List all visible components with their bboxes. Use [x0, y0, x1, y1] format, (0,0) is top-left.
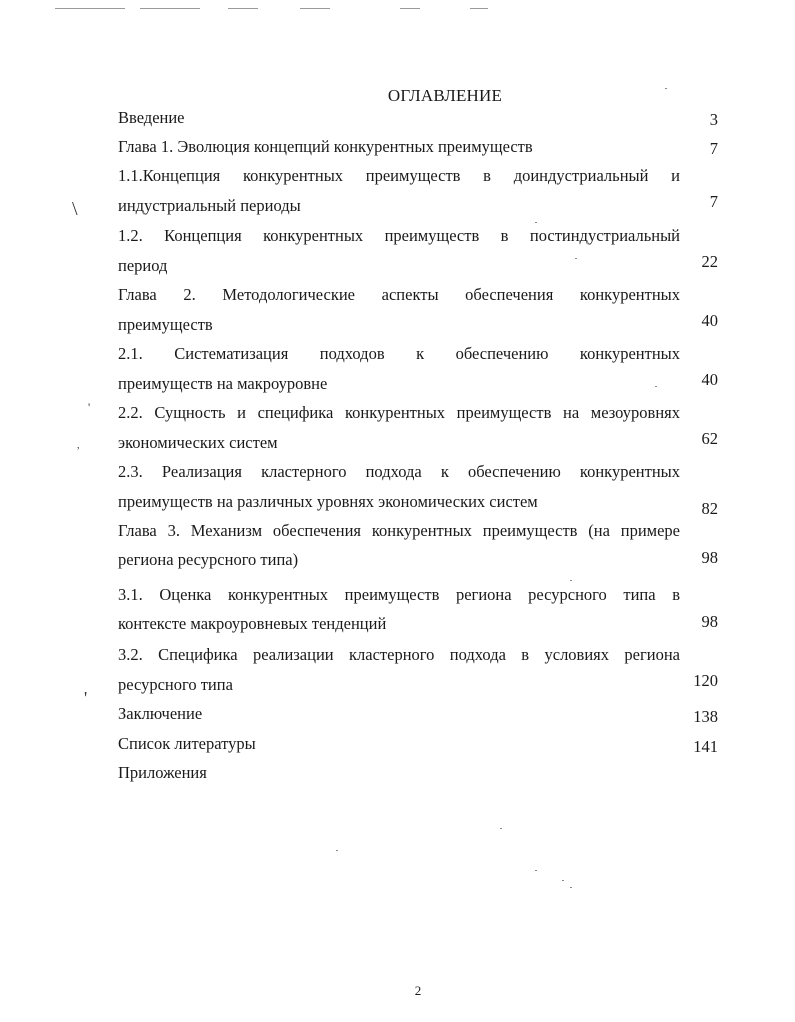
toc-entry-line: 2.3. Реализация кластерного подхода к обеспечению конкурентных: [118, 462, 680, 481]
toc-entry-page: 7: [709, 139, 718, 158]
toc-entry-line: период: [118, 256, 168, 275]
toc-entry-page: 120: [693, 671, 718, 690]
toc-entry-line: ресурсного типа: [118, 675, 233, 694]
toc-entry-line: Глава 3. Механизм обеспечения конкурентных преимуществ (на примере: [118, 521, 680, 540]
toc-entry-page: 98: [701, 612, 718, 631]
scan-speck: [500, 828, 502, 829]
toc-entry-line: 2.2. Сущность и специфика конкурентных преимуществ на мезоуровнях: [118, 403, 680, 422]
toc-entry-line: 2.1. Систематизация подходов к обеспечению конкурентных: [118, 344, 680, 363]
toc-entry-line: Глава 1. Эволюция концепций конкурентных преимуществ: [118, 137, 533, 156]
scan-artifact-line: [300, 8, 330, 9]
toc-heading: ОГЛАВЛЕНИЕ: [387, 86, 503, 105]
margin-mark: ,: [77, 440, 80, 451]
toc-entry-line: преимуществ на различных уровнях экономических систем: [118, 492, 538, 511]
toc-entry-page: 98: [701, 548, 718, 567]
toc-entry-page: 7: [709, 192, 718, 211]
scan-speck: [570, 887, 572, 888]
scan-artifact-line: [228, 8, 258, 9]
toc-entry-line: преимуществ на макроуровне: [118, 374, 328, 393]
toc-entry-line: 1.1.Концепция конкурентных преимуществ в доиндустриальный и: [118, 166, 680, 185]
scan-speck: [535, 870, 537, 871]
toc-entry-line: экономических систем: [118, 433, 278, 452]
margin-mark: \: [72, 198, 78, 220]
toc-entry-line: Заключение: [118, 704, 203, 723]
scan-artifact-line: [400, 8, 420, 9]
page-number: 2: [414, 983, 422, 998]
toc-entry-page: 40: [701, 370, 718, 389]
toc-entry-page: 141: [693, 737, 718, 756]
toc-entry-line: Список литературы: [118, 734, 256, 753]
scan-artifact-line: [55, 8, 125, 9]
toc-entry-line: 1.2. Концепция конкурентных преимуществ в постиндустриальный: [118, 226, 680, 245]
scan-speck: [535, 222, 537, 223]
toc-entry-line: Глава 2. Методологические аспекты обеспечения конкурентных: [118, 285, 680, 304]
scan-artifact-line: [470, 8, 488, 9]
scan-artifact-line: [140, 8, 200, 9]
toc-entry-page: 40: [701, 311, 718, 330]
toc-entry-line: 3.2. Специфика реализации кластерного подхода в условиях региона: [118, 645, 680, 664]
toc-entry-page: 22: [701, 252, 718, 271]
toc-entry-page: 138: [693, 707, 718, 726]
scan-speck: [336, 850, 338, 851]
toc-entry-line: контексте макроуровневых тенденций: [118, 614, 387, 633]
toc-entry-line: Приложения: [118, 763, 207, 782]
toc-entry-line: индустриальный периоды: [118, 196, 301, 215]
toc-entry-page: 3: [709, 110, 718, 129]
toc-entry-page: 62: [701, 429, 718, 448]
margin-mark: ': [88, 400, 91, 414]
toc-entry-line: региона ресурсного типа): [118, 550, 299, 569]
margin-mark: ': [84, 688, 88, 708]
toc-entry-line: 3.1. Оценка конкурентных преимуществ региона ресурсного типа в: [118, 585, 680, 604]
scan-speck: [570, 580, 572, 581]
scan-speck: [562, 880, 564, 881]
toc-entry-page: 82: [701, 499, 718, 518]
toc-entry-line: Введение: [118, 108, 185, 127]
toc-entry-line: преимуществ: [118, 315, 213, 334]
